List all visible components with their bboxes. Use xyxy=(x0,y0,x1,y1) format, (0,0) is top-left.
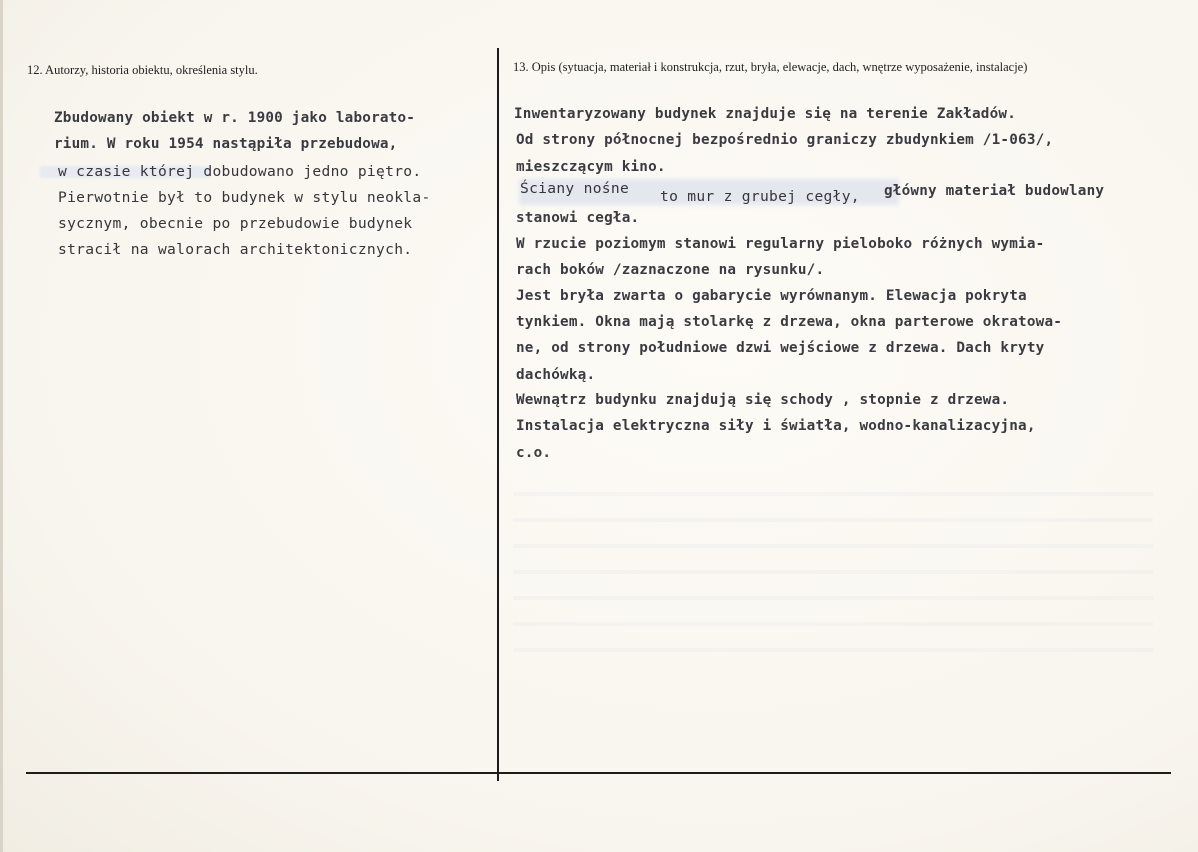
section-13-line: tynkiem. Okna mają stolarkę z drzewa, okna parterowe okratowa- xyxy=(516,314,1063,330)
section-13-line: Jest bryła zwarta o gabarycie wyrównanym. Elewacja pokryta xyxy=(516,288,1027,304)
show-through-text xyxy=(513,470,1153,670)
section-13-line: stanowi cegła. xyxy=(516,210,640,226)
page-edge xyxy=(0,0,3,852)
section-13-line: to mur z grubej cegły, xyxy=(660,188,860,205)
section-12-line: w czasie której dobudowano jedno piętro. xyxy=(58,163,422,180)
section-12-line: sycznym, obecnie po przebudowie budynek xyxy=(58,215,413,232)
section-13-line: Ściany nośne xyxy=(520,180,630,197)
column-divider xyxy=(497,48,499,781)
section-13-line: Wewnątrz budynku znajdują się schody , stopnie z drzewa. xyxy=(516,392,1010,408)
section-13-line: W rzucie poziomym stanowi regularny pieloboko różnych wymia- xyxy=(516,236,1045,252)
section-13-line: Instalacja elektryczna siły i światła, wodno-kanalizacyjna, xyxy=(516,418,1036,434)
section-13-line: dachówką. xyxy=(516,367,596,383)
section-13-line: ne, od strony południowe dzwi wejściowe z drzewa. Dach kryty xyxy=(516,340,1045,356)
section-12-line: Zbudowany obiekt w r. 1900 jako laborato- xyxy=(54,110,416,126)
bottom-rule xyxy=(26,772,1171,774)
section-13-line: c.o. xyxy=(516,445,552,461)
section-13-line: główny materiał budowlany xyxy=(884,183,1105,199)
section-13-line: Od strony północnej bezpośrednio graniczy zbudynkiem /1-063/, xyxy=(516,132,1054,148)
section-12-line: Pierwotnie był to budynek w stylu neokla- xyxy=(58,189,431,206)
section-13-line: Inwentaryzowany budynek znajduje się na terenie Zakładów. xyxy=(514,106,1017,122)
section-12-line: stracił na walorach architektonicznych. xyxy=(58,241,413,258)
section-13-heading: 13. Opis (sytuacja, materiał i konstrukcja, rzut, bryła, elewacje, dach, wnętrze wyposażenie, instalacje) xyxy=(513,60,1028,74)
section-12-heading: 12. Autorzy, historia obiektu, określenia stylu. xyxy=(27,63,258,77)
section-13-line: mieszczącym kino. xyxy=(516,159,666,175)
section-12-line: rium. W roku 1954 nastąpiła przebudowa, xyxy=(54,136,398,152)
section-13-line: rach boków /zaznaczone na rysunku/. xyxy=(516,262,825,278)
